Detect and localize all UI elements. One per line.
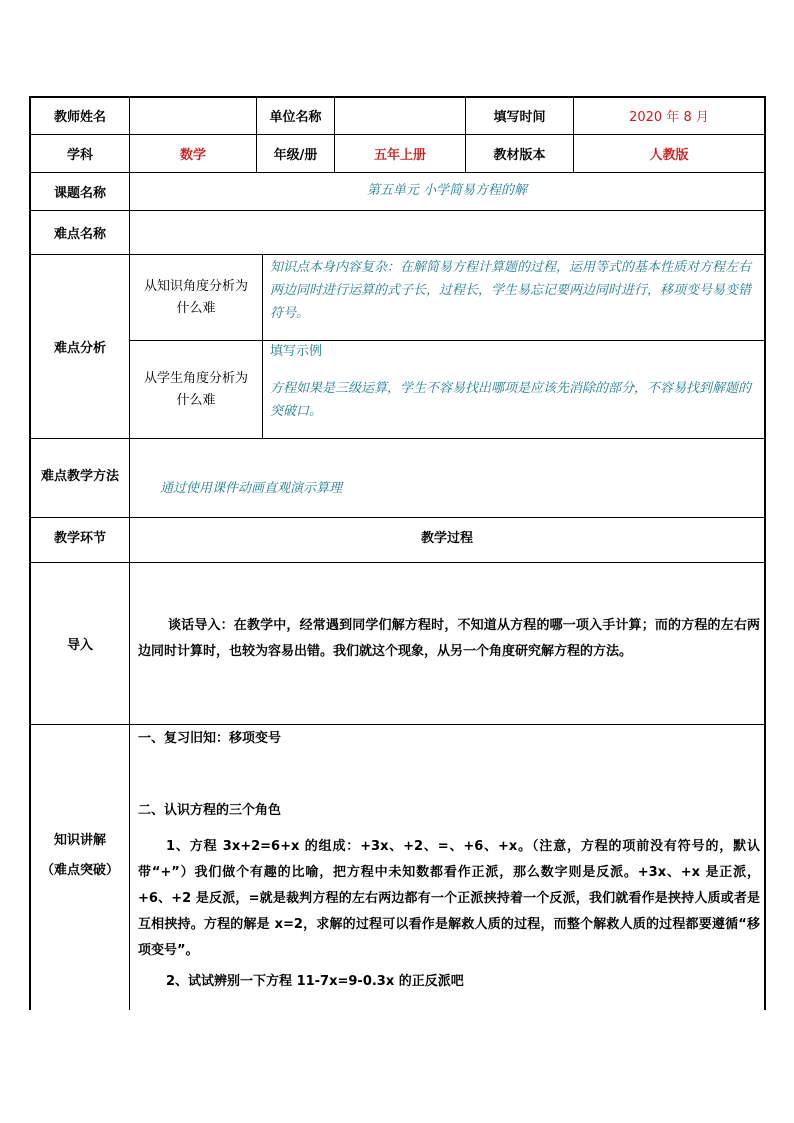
- teaching-process-label: 教学过程: [420, 530, 473, 546]
- intro-text: 谈话导入：在教学中，经常遇到同学们解方程时，不知道从方程的哪一项入手计算；而的方程的左右两边同时计算时，也较为容易出错。我们就这个现象，从另一个角度研究解方程的方法。: [138, 618, 760, 659]
- student-angle-hint: 填写示例: [270, 344, 323, 359]
- knowledge-angle-line-1: 从知识角度分析为: [143, 278, 248, 294]
- student-angle-line-1: 从学生角度分析为: [143, 370, 248, 386]
- item-1-text: 1、方程 3x+2=6+x 的组成：+3x、+2、=、+6、+x。（注意，方程的项前没有符号的，默认带“+”）我们做个有趣的比喻，把方程中未知数都看作正派，那么数字则是反派。+3x、+x 是正派，+6、+2 是反派，=就是裁判方程的左右两边都有一个正派挟持着一个反派，我们就看作是挟持人质或者是互相挟持。方程的解是 x=2，求解的过程可以看作是解救人质的过程，而整个解救人质的过程都要遵循“移项变号”。: [138, 839, 760, 958]
- edition-label: 教材版本: [493, 148, 546, 163]
- student-angle-text: 方程如果是三级运算，学生不容易找出哪项是应该先消除的部分，不容易找到解题的突破口。: [270, 381, 752, 419]
- roles-heading: 二、认识方程的三个角色: [138, 803, 282, 818]
- knowledge-label-line-2: （难点突破）: [40, 863, 119, 878]
- topic-label: 课题名称: [53, 186, 106, 201]
- teaching-method-value: 通过使用课件动画直观演示算理: [160, 481, 343, 496]
- grade-label: 年级/册: [273, 148, 318, 163]
- student-angle-label: [130, 341, 262, 438]
- unit-name-label: 单位名称: [269, 110, 322, 125]
- review-heading: 一、复习旧知：移项变号: [138, 731, 282, 746]
- fill-time-value: 2020 年 8 月: [629, 110, 709, 125]
- teaching-step-label: 教学环节: [53, 530, 106, 546]
- item-2-text: 2、试试辨别一下方程 11-7x=9-0.3x 的正反派吧: [166, 974, 464, 989]
- knowledge-angle-text: 知识点本身内容复杂：在解简易方程计算题的过程，运用等式的基本性质对方程左右两边同时进行运算的式子长，过程长，学生易忘记要两边同时进行，移项变号易变错符号。: [270, 260, 752, 321]
- teacher-name-value: [130, 97, 256, 134]
- grade-value: 五年上册: [373, 148, 426, 163]
- intro-label: 导入: [66, 638, 93, 653]
- teaching-method-label: 难点教学方法: [40, 468, 119, 484]
- subject-value: 数学: [179, 148, 206, 163]
- fill-time-label: 填写时间: [493, 110, 546, 125]
- difficulty-name-label: 难点名称: [53, 227, 106, 242]
- knowledge-angle-line-2: 什么难: [176, 300, 216, 316]
- knowledge-label: [31, 826, 129, 886]
- topic-value: 第五单元 小学简易方程的解: [366, 182, 528, 198]
- difficulty-analysis-label: 难点分析: [53, 341, 106, 356]
- unit-name-value: [335, 97, 465, 134]
- edition-value: 人教版: [649, 148, 689, 163]
- knowledge-angle-label: [130, 255, 262, 340]
- teacher-name-label: 教师姓名: [53, 110, 106, 125]
- difficulty-name-value: [130, 211, 764, 254]
- student-angle-line-2: 什么难: [176, 392, 216, 408]
- knowledge-label-line-1: 知识讲解: [53, 833, 106, 848]
- subject-label: 学科: [66, 148, 93, 163]
